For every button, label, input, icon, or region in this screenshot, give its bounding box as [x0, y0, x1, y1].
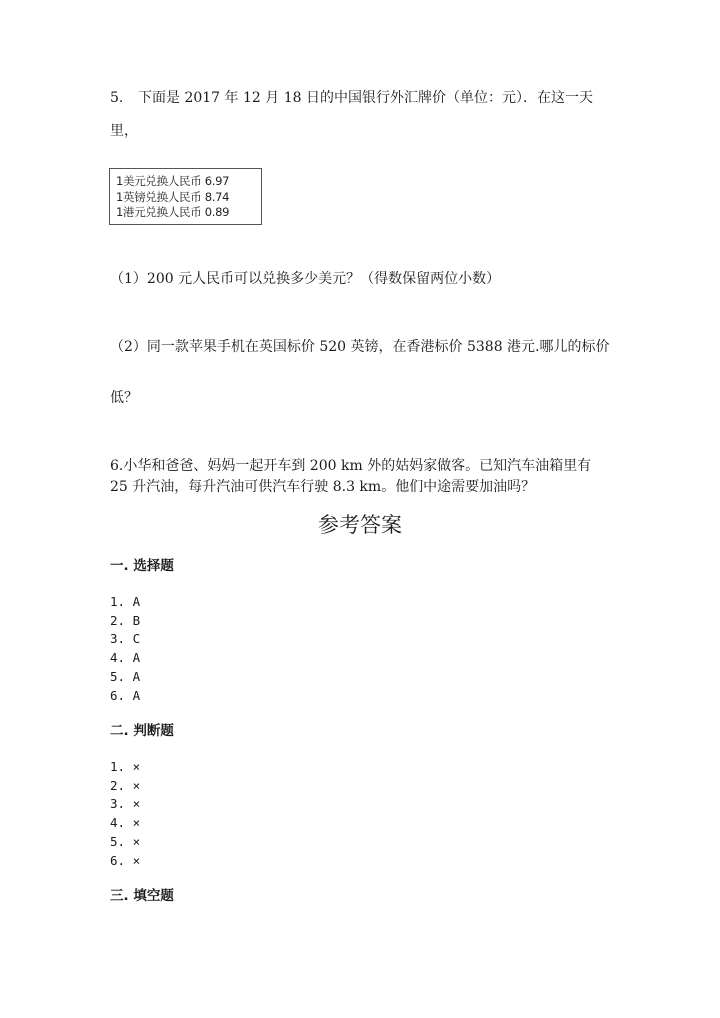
section-heading-fill-in-blank: 三. 填空题 [110, 888, 174, 904]
question-6-text-line-2: 25 升汽油，每升汽油可供汽车行驶 8.3 km。他们中途需要加油吗？ [110, 479, 536, 495]
list-item: 3. C [110, 631, 141, 647]
true-false-answer-list [110, 758, 140, 870]
list-item: 1. A [110, 594, 141, 609]
question-5-text-line-1: 下面是 2017 年 12 月 18 日的中国银行外汇牌价（单位：元）．在这一天 [138, 90, 593, 106]
exchange-rate-table [109, 168, 262, 225]
section-heading-true-false: 二. 判断题 [110, 723, 174, 739]
list-item: 3. × [110, 796, 141, 812]
list-item: 5. A [110, 668, 141, 684]
question-5-number: 5. [110, 90, 124, 106]
question-5-part-2-line-1: （2）同一款苹果手机在英国标价 520 英镑，在香港标价 5388 港元.哪儿的标价 [110, 339, 610, 355]
exchange-rate-hkd: 1港元兑换人民币 0.89 [116, 205, 230, 219]
section-heading-multiple-choice: 一. 选择题 [110, 558, 174, 574]
answers-title: 参考答案 [318, 513, 402, 537]
list-item: 2. B [110, 612, 141, 628]
list-item: 2. × [110, 777, 141, 793]
list-item: 6. A [110, 687, 141, 703]
list-item: 4. A [110, 650, 141, 666]
list-item: 6. × [110, 852, 141, 868]
question-5-part-1: （1）200 元人民币可以兑换多少美元？（得数保留两位小数） [110, 271, 501, 287]
exchange-rate-usd: 1美元兑换人民币 6.97 [116, 174, 230, 188]
question-6-text-line-1: 6.小华和爸爸、妈妈一起开车到 200 km 外的姑妈家做客。已知汽车油箱里有 [110, 458, 592, 474]
list-item: 1. × [110, 759, 141, 774]
list-item: 4. × [110, 815, 141, 831]
exchange-rate-gbp: 1英镑兑换人民币 8.74 [116, 189, 230, 204]
list-item: 5. × [110, 833, 141, 849]
multiple-choice-answer-list [110, 593, 140, 705]
question-5-text-line-2: 里， [110, 123, 138, 139]
question-5-part-2-line-2: 低？ [110, 390, 138, 406]
